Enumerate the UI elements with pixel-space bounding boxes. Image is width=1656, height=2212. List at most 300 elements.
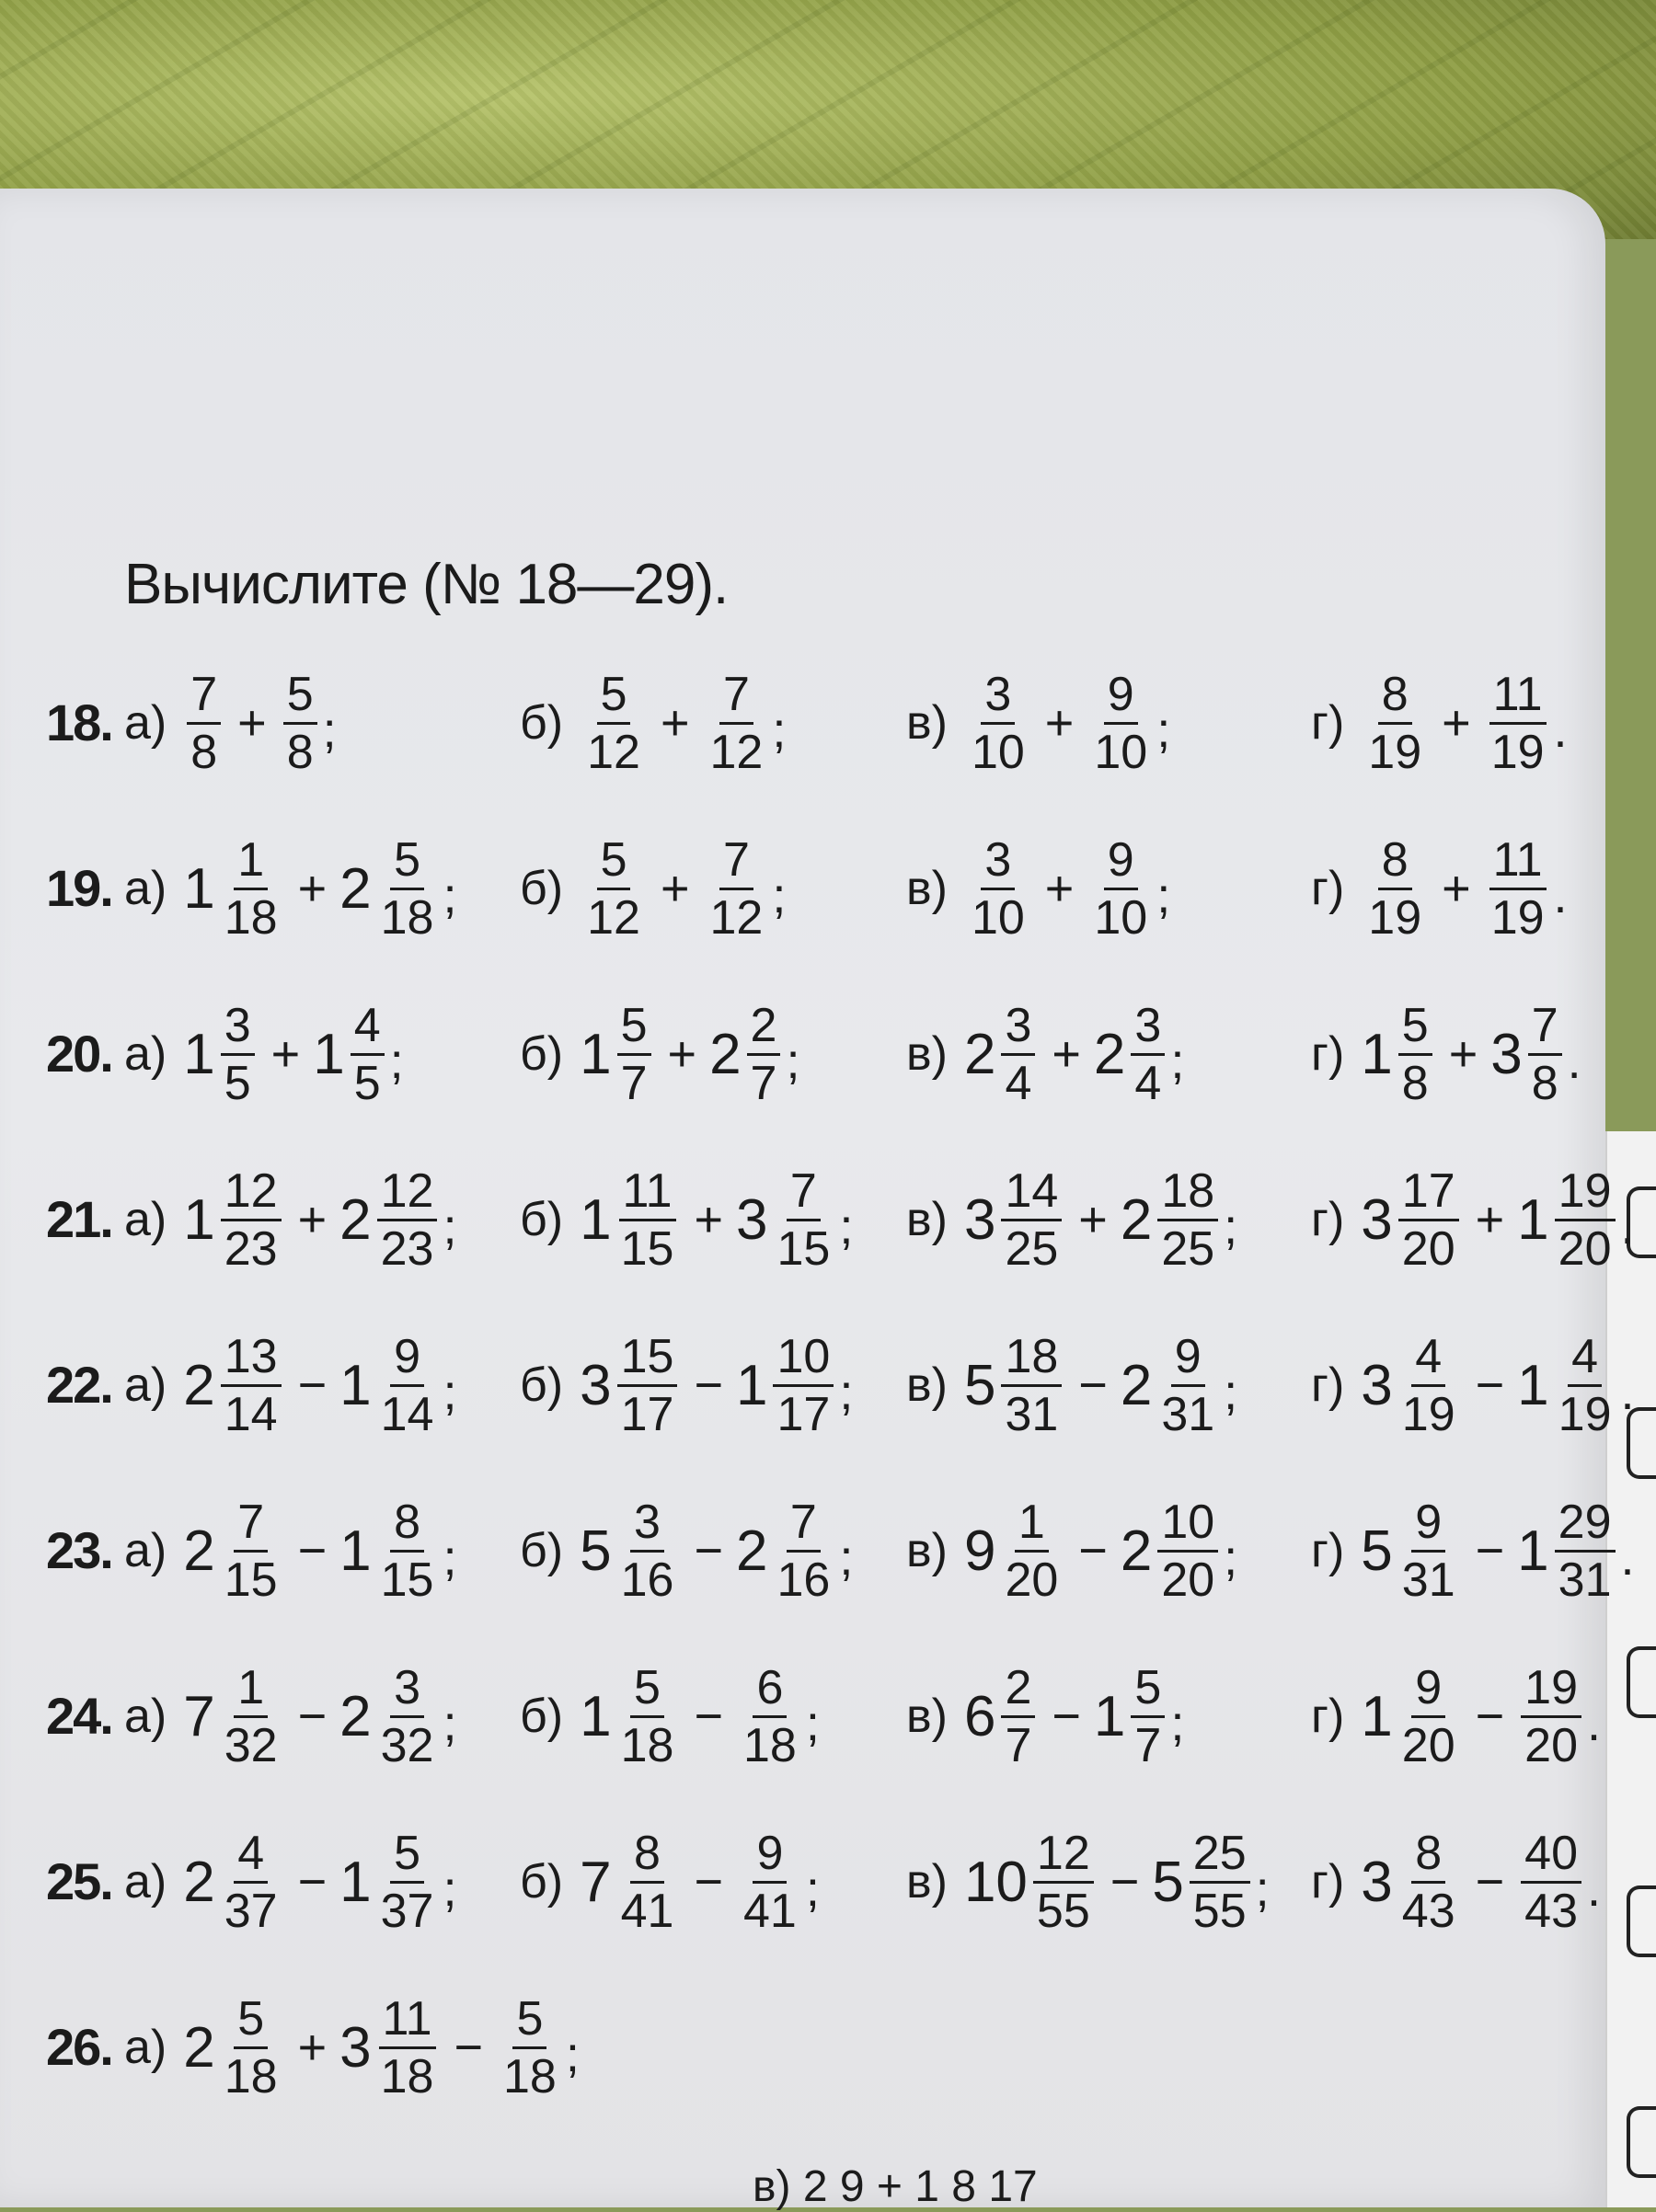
whole-part: 1	[1361, 1022, 1393, 1086]
denominator: 19	[1368, 890, 1422, 945]
fraction	[1398, 1660, 1459, 1772]
mixed-number	[964, 832, 1032, 945]
operator: +	[694, 1192, 723, 1247]
punctuation: .	[1553, 703, 1568, 758]
fraction	[377, 1660, 438, 1772]
denominator: 20	[1401, 1221, 1455, 1276]
numerator: 3	[630, 1498, 664, 1553]
numerator: 4	[1411, 1333, 1445, 1387]
denominator: 23	[224, 1221, 278, 1276]
operator: −	[694, 1689, 723, 1744]
item-letter: б)	[520, 696, 564, 750]
numerator: 3	[981, 836, 1015, 890]
exercise-item	[906, 1151, 1237, 1289]
denominator: 8	[1531, 1056, 1558, 1110]
numerator: 11	[379, 1995, 436, 2049]
denominator: 18	[224, 890, 278, 945]
numerator: 10	[773, 1333, 834, 1387]
mixed-number	[1361, 1660, 1462, 1772]
fraction	[283, 667, 317, 779]
numerator: 9	[1104, 670, 1138, 725]
mixed-number	[339, 1495, 441, 1607]
item-letter: а)	[124, 696, 167, 750]
fraction	[187, 667, 221, 779]
numerator: 7	[719, 670, 753, 725]
fraction	[1398, 1495, 1459, 1607]
numerator: 29	[1555, 1498, 1616, 1553]
denominator: 7	[1134, 1718, 1162, 1772]
exercise-item	[124, 985, 404, 1123]
whole-part: 3	[963, 1187, 996, 1252]
item-letter: в)	[906, 696, 948, 750]
punctuation: ;	[443, 1696, 457, 1751]
item-letter: а)	[124, 1690, 167, 1743]
mixed-number	[280, 667, 321, 779]
operator: −	[297, 1689, 328, 1744]
denominator: 18	[620, 1718, 674, 1772]
numerator: 15	[617, 1333, 678, 1387]
mixed-number	[703, 667, 771, 779]
exercise-section	[46, 552, 1635, 2144]
whole-part: 2	[183, 1850, 215, 1914]
mixed-number	[183, 1163, 284, 1276]
mixed-number	[1517, 1826, 1585, 1938]
item-letter: г)	[1311, 1524, 1345, 1577]
fraction	[1398, 1826, 1459, 1938]
item-letter: в)	[906, 1358, 948, 1412]
exercise-row	[46, 1813, 1602, 1978]
punctuation: .	[1620, 1530, 1635, 1586]
exercise-item	[1311, 819, 1568, 957]
numerator: 1	[234, 836, 268, 890]
denominator: 41	[620, 1884, 674, 1938]
operator: −	[297, 1358, 328, 1413]
mixed-number	[1517, 1329, 1618, 1441]
denominator: 8	[1401, 1056, 1429, 1110]
numerator: 11	[1489, 836, 1547, 890]
exercise-item	[1311, 1813, 1601, 1951]
fraction	[221, 832, 282, 945]
denominator: 17	[776, 1387, 831, 1441]
item-letter: б)	[520, 1193, 564, 1246]
mixed-number	[1484, 667, 1552, 779]
item-letter: в)	[906, 1193, 948, 1246]
fraction	[617, 1163, 678, 1276]
fraction	[1488, 667, 1548, 779]
item-letter: а)	[124, 862, 167, 915]
operator: −	[454, 2020, 483, 2075]
fraction	[1190, 1826, 1250, 1938]
mixed-number	[1361, 1826, 1462, 1938]
mixed-number	[496, 1991, 564, 2103]
denominator: 20	[1161, 1553, 1215, 1607]
exercise-item	[124, 1978, 580, 2116]
edge-tab-mark	[1627, 1885, 1656, 1957]
operator: −	[694, 1358, 723, 1413]
item-letter: а)	[124, 1524, 167, 1577]
punctuation: ;	[443, 1862, 457, 1917]
fraction	[377, 1329, 438, 1441]
punctuation: ;	[443, 1365, 457, 1420]
exercise-item	[520, 1482, 853, 1620]
fraction	[1131, 998, 1165, 1110]
fraction	[1555, 1163, 1616, 1276]
fraction	[221, 1163, 282, 1276]
punctuation: ;	[839, 1365, 854, 1420]
punctuation: ;	[1156, 868, 1171, 923]
mixed-number	[339, 1826, 441, 1938]
mixed-number	[736, 1660, 804, 1772]
operator: −	[1475, 1523, 1505, 1578]
mixed-number	[580, 1495, 681, 1607]
punctuation: .	[1620, 1365, 1635, 1420]
denominator: 8	[190, 725, 218, 779]
denominator: 32	[380, 1718, 434, 1772]
denominator: 19	[1368, 725, 1422, 779]
mixed-number	[1361, 998, 1435, 1110]
fraction	[221, 1660, 282, 1772]
fraction	[1398, 1329, 1459, 1441]
numerator: 11	[619, 1167, 676, 1221]
fraction	[221, 998, 255, 1110]
punctuation: .	[1553, 868, 1568, 923]
punctuation: ;	[565, 2027, 580, 2082]
exercise-item	[124, 819, 456, 957]
exercise-item	[520, 819, 786, 957]
fraction	[740, 1660, 800, 1772]
denominator: 18	[503, 2049, 557, 2103]
mixed-number	[183, 1826, 284, 1938]
mixed-number	[580, 1163, 681, 1276]
denominator: 55	[1036, 1884, 1090, 1938]
exercise-number: 25.	[46, 1852, 112, 1910]
whole-part: 2	[183, 1519, 215, 1583]
fraction	[968, 832, 1029, 945]
exercise-row	[46, 1482, 1635, 1647]
item-letter: в)	[906, 1690, 948, 1743]
denominator: 16	[620, 1553, 674, 1607]
exercise-item	[906, 1647, 1184, 1785]
mixed-number	[735, 1163, 837, 1276]
mixed-number	[183, 998, 258, 1110]
exercise-item	[1311, 985, 1581, 1123]
mixed-number	[1361, 832, 1429, 945]
denominator: 15	[380, 1553, 434, 1607]
exercise-item	[906, 985, 1184, 1123]
mixed-number	[580, 1329, 681, 1441]
whole-part: 1	[339, 1519, 372, 1583]
exercise-number: 18.	[46, 693, 112, 751]
fraction	[747, 998, 781, 1110]
exercise-number: 20.	[46, 1025, 112, 1083]
whole-part: 2	[183, 1353, 215, 1417]
item-letter: г)	[1311, 1027, 1345, 1081]
fraction	[1001, 1660, 1035, 1772]
exercise-item	[906, 1482, 1237, 1620]
denominator: 17	[620, 1387, 674, 1441]
denominator: 31	[1558, 1553, 1612, 1607]
fraction	[1090, 832, 1151, 945]
fraction	[221, 1826, 282, 1938]
numerator: 1	[1015, 1498, 1049, 1553]
exercise-item	[1311, 1647, 1601, 1785]
exercise-item	[906, 1316, 1237, 1454]
denominator: 23	[380, 1221, 434, 1276]
numerator: 8	[630, 1829, 664, 1884]
exercise-item	[520, 1151, 853, 1289]
numerator: 9	[753, 1829, 787, 1884]
exercise-item	[124, 1151, 456, 1289]
mixed-number	[1361, 667, 1429, 779]
fraction	[968, 667, 1029, 779]
fraction	[617, 1826, 678, 1938]
punctuation: ;	[322, 703, 337, 758]
item-letter: г)	[1311, 1358, 1345, 1412]
numerator: 9	[390, 1333, 424, 1387]
numerator: 5	[512, 1995, 546, 2049]
fraction	[617, 1660, 678, 1772]
denominator: 5	[224, 1056, 251, 1110]
mixed-number	[339, 1329, 441, 1441]
mixed-number	[183, 1660, 284, 1772]
whole-part: 3	[1361, 1353, 1393, 1417]
operator: −	[1475, 1689, 1505, 1744]
denominator: 32	[224, 1718, 278, 1772]
partial-cut-line: в) 2 9 + 1 8 17	[753, 2162, 1038, 2211]
denominator: 16	[776, 1553, 831, 1607]
whole-part: 3	[735, 1187, 768, 1252]
numerator: 18	[1001, 1333, 1062, 1387]
fraction	[221, 1495, 282, 1607]
exercise-item	[1311, 654, 1568, 792]
numerator: 5	[1398, 1002, 1432, 1056]
fraction	[1555, 1329, 1616, 1441]
exercise-row	[46, 1647, 1602, 1813]
whole-part: 3	[339, 2015, 372, 2080]
mixed-number	[1361, 1329, 1462, 1441]
mixed-number	[1120, 1495, 1222, 1607]
whole-part: 1	[183, 856, 215, 921]
whole-part: 2	[339, 1684, 372, 1748]
whole-part: 1	[1517, 1187, 1549, 1252]
punctuation: ;	[772, 703, 787, 758]
item-letter: а)	[124, 1855, 167, 1908]
fraction	[221, 1991, 282, 2103]
whole-part: 6	[963, 1684, 996, 1748]
exercise-row	[46, 1316, 1635, 1482]
numerator: 3	[221, 1002, 255, 1056]
fraction	[1131, 1660, 1165, 1772]
numerator: 9	[1104, 836, 1138, 890]
denominator: 4	[1005, 1056, 1032, 1110]
mixed-number	[709, 998, 784, 1110]
edge-tab-mark	[1627, 2106, 1656, 2178]
fraction	[1528, 998, 1562, 1110]
operator: −	[297, 1854, 328, 1909]
fraction	[1398, 998, 1432, 1110]
numerator: 18	[1157, 1167, 1218, 1221]
denominator: 20	[1558, 1221, 1612, 1276]
mixed-number	[1517, 1660, 1585, 1772]
operator: +	[660, 695, 690, 751]
numerator: 12	[221, 1167, 282, 1221]
fraction	[1555, 1495, 1616, 1607]
fraction	[351, 998, 385, 1110]
mixed-number	[1087, 832, 1155, 945]
whole-part: 7	[580, 1850, 612, 1914]
mixed-number	[339, 832, 441, 945]
exercise-row	[46, 819, 1568, 985]
numerator: 2	[747, 1002, 781, 1056]
numerator: 5	[283, 670, 317, 725]
fraction	[1398, 1163, 1459, 1276]
exercise-item	[906, 819, 1170, 957]
fraction	[1001, 998, 1035, 1110]
numerator: 7	[187, 670, 221, 725]
numerator: 4	[351, 1002, 385, 1056]
operator: −	[1475, 1358, 1505, 1413]
denominator: 7	[750, 1056, 777, 1110]
operator: +	[1044, 861, 1075, 916]
item-letter: б)	[520, 1855, 564, 1908]
whole-part: 1	[183, 1022, 215, 1086]
fraction	[1033, 1826, 1094, 1938]
exercise-item	[124, 654, 337, 792]
mixed-number	[580, 998, 654, 1110]
operator: +	[1078, 1192, 1108, 1247]
exercise-item	[124, 1482, 456, 1620]
numerator: 5	[390, 836, 424, 890]
exercise-item	[520, 1647, 820, 1785]
numerator: 40	[1521, 1829, 1581, 1884]
fraction	[583, 667, 644, 779]
whole-part: 5	[580, 1519, 612, 1583]
mixed-number	[183, 667, 224, 779]
denominator: 25	[1161, 1221, 1215, 1276]
whole-part: 1	[183, 1187, 215, 1252]
operator: +	[660, 861, 690, 916]
whole-part: 2	[339, 1187, 372, 1252]
mixed-number	[1120, 1329, 1222, 1441]
item-letter: в)	[906, 862, 948, 915]
punctuation: ;	[443, 1530, 457, 1586]
exercise-row	[46, 1151, 1635, 1316]
numerator: 10	[1157, 1498, 1218, 1553]
denominator: 10	[971, 890, 1025, 945]
numerator: 9	[1411, 1664, 1445, 1718]
operator: −	[1052, 1689, 1081, 1744]
denominator: 10	[1094, 890, 1148, 945]
page-edge	[1605, 1131, 1656, 2207]
denominator: 4	[1134, 1056, 1162, 1110]
operator: +	[297, 1192, 328, 1247]
numerator: 12	[1033, 1829, 1094, 1884]
mixed-number	[580, 832, 648, 945]
whole-part: 5	[1361, 1519, 1393, 1583]
numerator: 1	[234, 1664, 268, 1718]
fraction	[1364, 832, 1425, 945]
denominator: 7	[620, 1056, 648, 1110]
mixed-number	[339, 1660, 441, 1772]
numerator: 4	[1568, 1333, 1602, 1387]
numerator: 3	[1001, 1002, 1035, 1056]
denominator: 12	[587, 725, 640, 779]
punctuation: ;	[1156, 703, 1171, 758]
mixed-number	[1361, 1495, 1462, 1607]
denominator: 31	[1401, 1553, 1455, 1607]
mixed-number	[183, 1991, 284, 2103]
exercise-item	[906, 654, 1170, 792]
exercise-item	[520, 654, 786, 792]
whole-part: 5	[1152, 1850, 1184, 1914]
numerator: 4	[234, 1829, 268, 1884]
item-letter: а)	[124, 1193, 167, 1246]
item-letter: а)	[124, 1027, 167, 1081]
whole-part: 7	[183, 1684, 215, 1748]
item-letter: г)	[1311, 862, 1345, 915]
numerator: 5	[617, 1002, 651, 1056]
fraction	[707, 832, 767, 945]
exercise-item	[520, 1316, 853, 1454]
whole-part: 10	[963, 1850, 1028, 1914]
exercise-item	[520, 1813, 820, 1951]
mixed-number	[580, 1660, 681, 1772]
exercise-item	[124, 1813, 456, 1951]
mixed-number	[1120, 1163, 1222, 1276]
exercise-item	[124, 1316, 456, 1454]
item-letter: б)	[520, 1027, 564, 1081]
whole-part: 1	[339, 1850, 372, 1914]
fraction	[1001, 1163, 1062, 1276]
numerator: 8	[1378, 670, 1412, 725]
numerator: 5	[597, 670, 631, 725]
numerator: 2	[1001, 1664, 1035, 1718]
numerator: 5	[597, 836, 631, 890]
denominator: 12	[587, 890, 640, 945]
whole-part: 1	[313, 1022, 345, 1086]
whole-part: 2	[339, 856, 372, 921]
fraction	[377, 832, 438, 945]
fraction	[617, 1495, 678, 1607]
operator: +	[1442, 861, 1471, 916]
item-letter: а)	[124, 2021, 167, 2074]
denominator: 19	[1558, 1387, 1612, 1441]
exercise-item	[520, 985, 799, 1123]
whole-part: 1	[1093, 1684, 1126, 1748]
operator: +	[667, 1026, 697, 1082]
numerator: 9	[1411, 1498, 1445, 1553]
whole-part: 1	[1361, 1684, 1393, 1748]
denominator: 8	[286, 725, 314, 779]
whole-part: 2	[1120, 1353, 1153, 1417]
denominator: 19	[1490, 725, 1545, 779]
mixed-number	[964, 667, 1032, 779]
mixed-number	[1152, 1826, 1253, 1938]
mixed-number	[1093, 1660, 1168, 1772]
item-letter: а)	[124, 1358, 167, 1412]
numerator: 5	[390, 1829, 424, 1884]
mixed-number	[703, 832, 771, 945]
item-letter: б)	[520, 862, 564, 915]
fraction	[1157, 1329, 1218, 1441]
punctuation: ;	[786, 1034, 800, 1089]
exercise-row	[46, 1978, 1559, 2144]
fraction	[773, 1495, 834, 1607]
whole-part: 1	[735, 1353, 768, 1417]
exercise-item	[124, 1647, 456, 1785]
item-letter: г)	[1311, 1193, 1345, 1246]
numerator: 7	[1528, 1002, 1562, 1056]
